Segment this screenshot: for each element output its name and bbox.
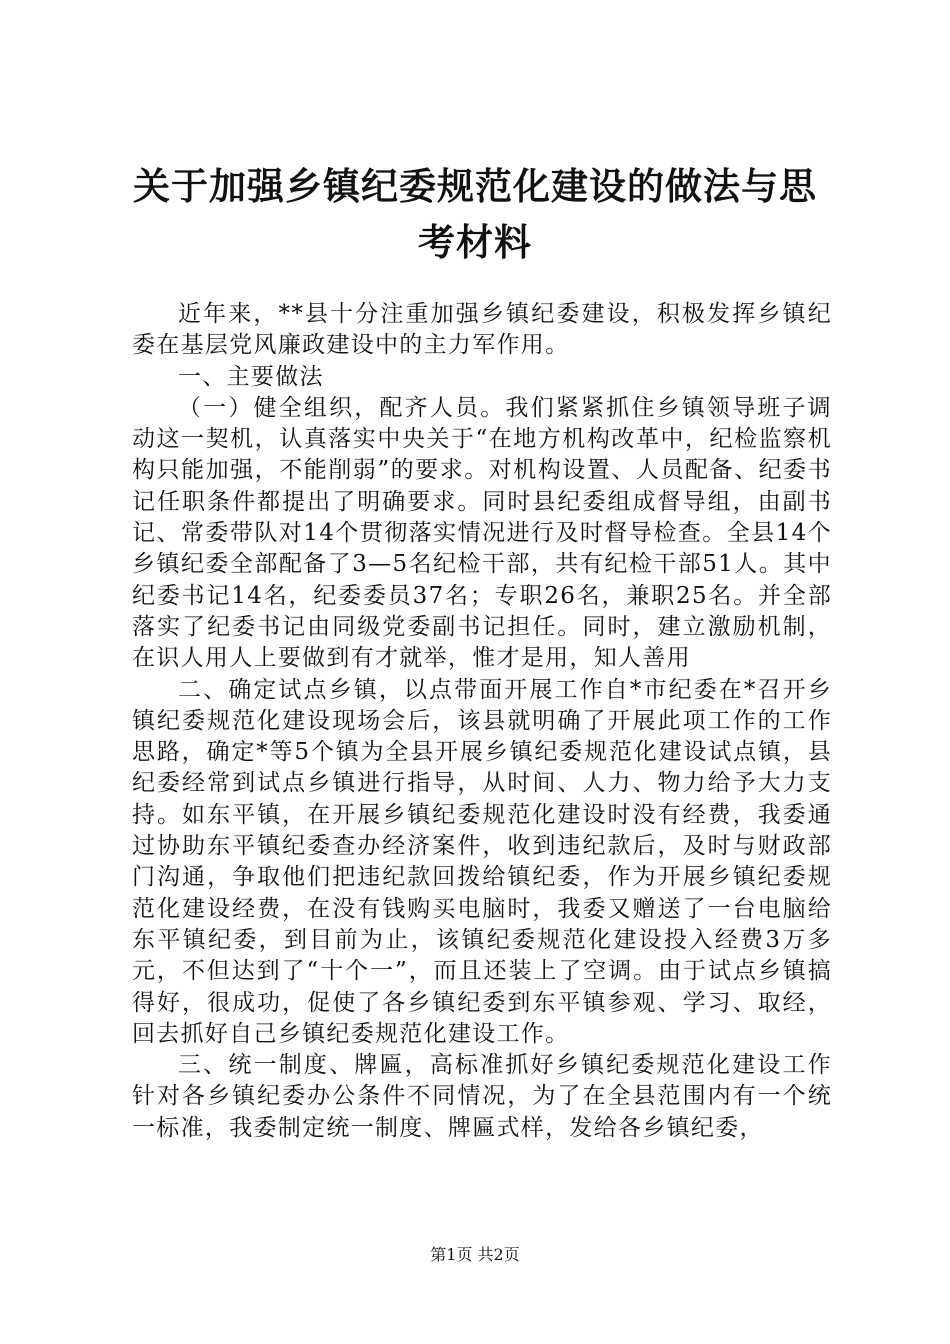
paragraph-pilot-towns: 二、确定试点乡镇，以点带面开展工作自*市纪委在*召开乡镇纪委规范化建设现场会后，该县就明确了开展此项工作的工作思路，确定*等5个镇为全县开展乡镇纪委规范化建设试点镇，县纪委经常到试点乡镇进行指导，从时间、人力、物力给予大力支持。如东平镇，在开展乡镇纪委规范化建设时没有经费，我委通过协助东平镇纪委查办经济案件，收到违纪款后，及时与财政部门沟通，争取他们把违纪款回拨给镇纪委，作为开展乡镇纪委规范化建设经费，在没有钱购买电脑时，我委又赠送了一台电脑给东平镇纪委，到目前为止，该镇纪委规范化建设投入经费3万多元，不但达到了“十个一”，而且还装上了空调。由于试点乡镇搞得好，很成功，促使了各乡镇纪委到东平镇参观、学习、取经，回去抓好自己乡镇纪委规范化建设工作。 <box>132 676 832 1047</box>
paragraph-unified-system: 三、统一制度、牌匾，高标准抓好乡镇纪委规范化建设工作针对各乡镇纪委办公条件不同情况，为了在全县范围内有一个统一标准，我委制定统一制度、牌匾式样，发给各乡镇纪委， <box>132 1052 832 1141</box>
section-heading-main-practices: 一、主要做法 <box>178 363 324 390</box>
paragraph-organization: （一）健全组织，配齐人员。我们紧紧抓住乡镇领导班子调动这一契机，认真落实中央关于“在地方机构改革中，纪检监察机构只能加强，不能削弱”的要求。对机构设置、人员配备、纪委书记任职条件都提出了明确要求。同时县纪委组成督导组，由副书记、常委带队对14个贯彻落实情况进行及时督导检查。全县14个乡镇纪委全部配备了3—5名纪检干部，共有纪检干部51人。其中纪委书记14名，纪委委员37名；专职26名，兼职25名。并全部落实了纪委书记由同级党委副书记担任。同时，建立激励机制，在识人用人上要做到有才就举，惟才是用，知人善用 <box>132 394 832 672</box>
document-title: 关于加强乡镇纪委规范化建设的做法与思考材料 <box>133 164 817 264</box>
paragraph-intro: 近年来，**县十分注重加强乡镇纪委建设，积极发挥乡镇纪委在基层党风廉政建设中的主力军作用。 <box>132 301 832 359</box>
page-footer: 第1页 共2页 <box>430 1245 520 1264</box>
document-body <box>132 299 832 1144</box>
